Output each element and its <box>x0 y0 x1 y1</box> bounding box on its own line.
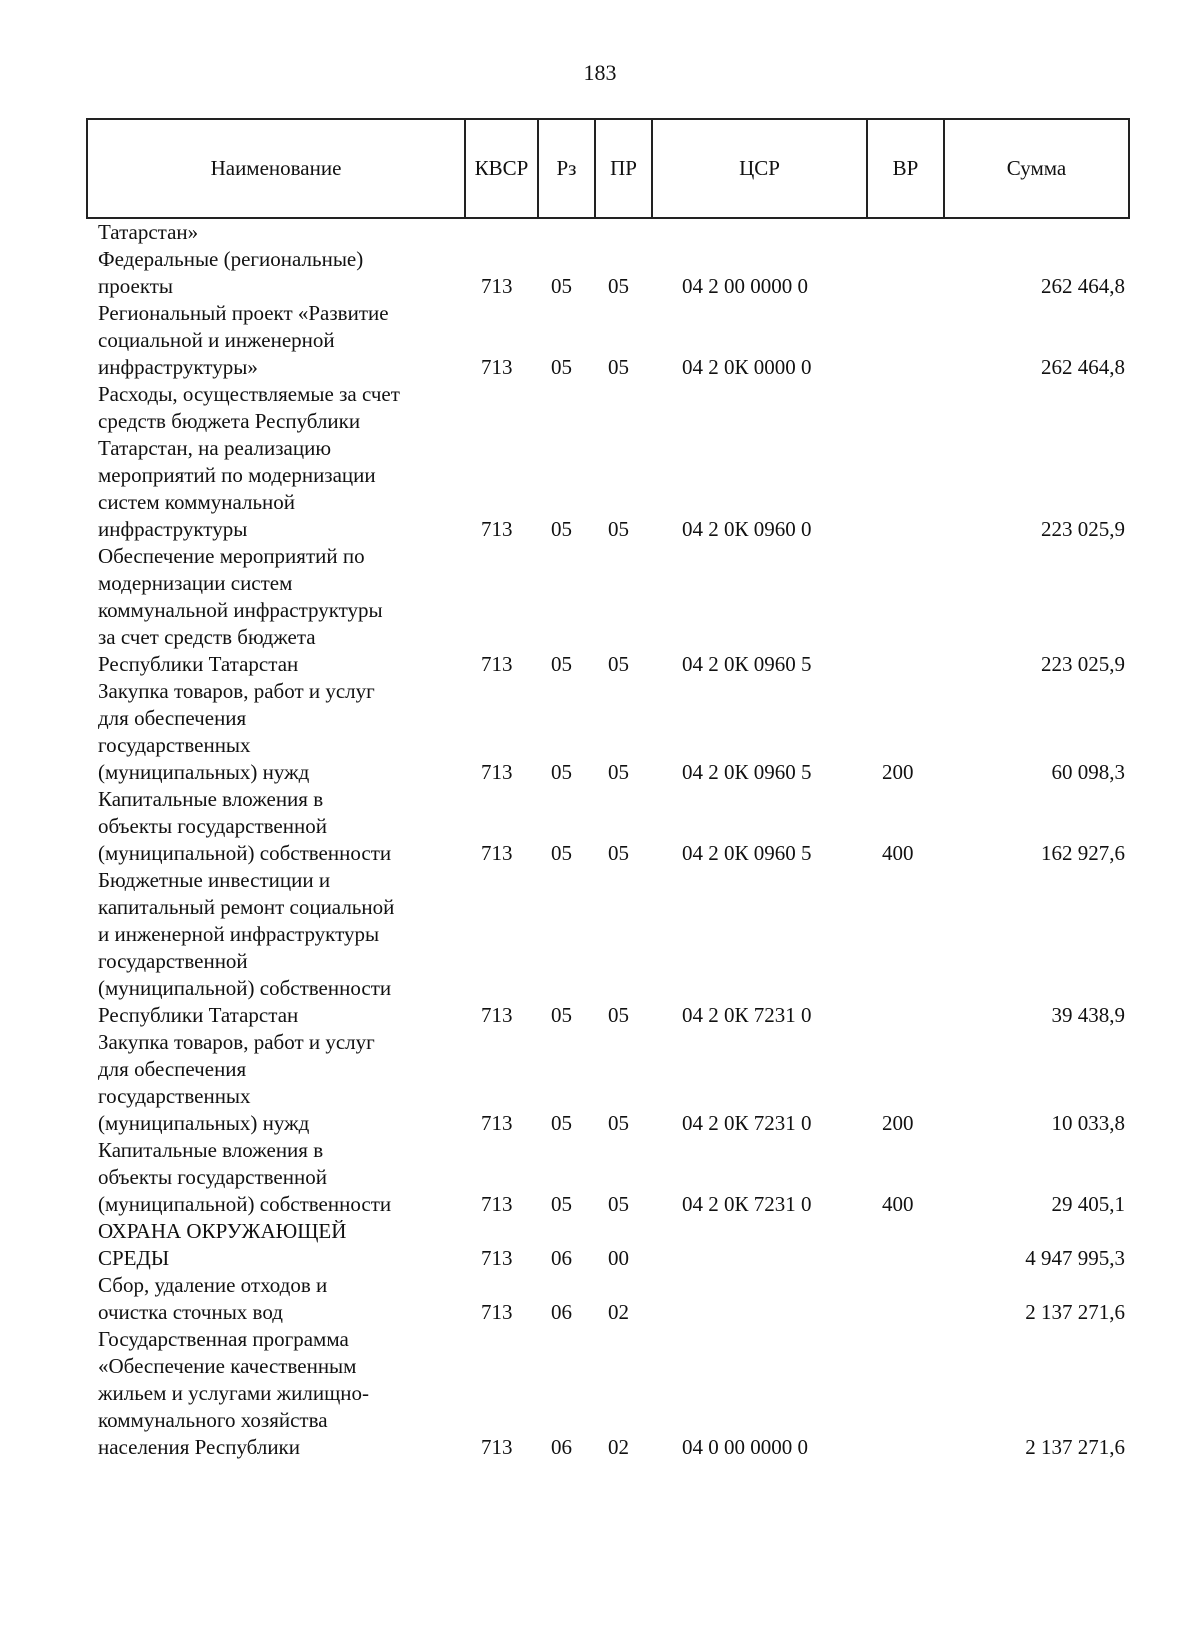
row-rz: 05 <box>551 841 572 865</box>
row-name: Федеральные (региональные) проекты <box>98 247 364 298</box>
row-vr: 400 <box>882 1192 914 1216</box>
row-sum: 262 464,8 <box>1041 355 1125 379</box>
row-rz: 05 <box>551 274 572 298</box>
row-sum: 4 947 995,3 <box>1025 1246 1125 1270</box>
header-kvsr: КВСР <box>466 120 539 217</box>
row-rz: 05 <box>551 355 572 379</box>
row-rz: 05 <box>551 1192 572 1216</box>
row-vr: 400 <box>882 841 914 865</box>
row-kvsr: 713 <box>481 1246 513 1270</box>
row-rz: 06 <box>551 1300 572 1324</box>
row-sum: 223 025,9 <box>1041 517 1125 541</box>
row-name: Государственная программа «Обеспечение качественным жильем и услугами жилищно- коммунального хозяйства населения Республики <box>98 1327 370 1459</box>
row-name: ОХРАНА ОКРУЖАЮЩЕЙ СРЕДЫ <box>98 1219 347 1270</box>
row-rz: 06 <box>551 1435 572 1459</box>
row-csr: 04 2 00 0000 0 <box>682 274 808 298</box>
row-pr: 02 <box>608 1435 629 1459</box>
row-csr: 04 2 0К 0960 5 <box>682 760 812 784</box>
row-pr: 05 <box>608 841 629 865</box>
header-rz: Рз <box>539 120 596 217</box>
row-name: Закупка товаров, работ и услуг для обеспечения государственных (муниципальных) нужд <box>98 1030 375 1135</box>
row-rz: 06 <box>551 1246 572 1270</box>
row-csr: 04 0 00 0000 0 <box>682 1435 808 1459</box>
row-kvsr: 713 <box>481 355 513 379</box>
row-pr: 02 <box>608 1300 629 1324</box>
row-name: Сбор, удаление отходов и очистка сточных вод <box>98 1273 328 1324</box>
row-sum: 10 033,8 <box>1051 1111 1125 1135</box>
table-row <box>0 246 1200 300</box>
row-pr: 05 <box>608 1111 629 1135</box>
row-pr: 05 <box>608 355 629 379</box>
row-vr: 200 <box>882 1111 914 1135</box>
page-number: 183 <box>583 60 617 85</box>
table-row <box>0 678 1200 786</box>
row-kvsr: 713 <box>481 1300 513 1324</box>
row-name: Татарстан» <box>98 220 199 244</box>
row-rz: 05 <box>551 1003 572 1027</box>
row-csr: 04 2 0К 0960 5 <box>682 652 812 676</box>
row-sum: 2 137 271,6 <box>1025 1300 1125 1324</box>
row-sum: 162 927,6 <box>1041 841 1125 865</box>
row-kvsr: 713 <box>481 652 513 676</box>
row-name: Капитальные вложения в объекты государственной (муниципальной) собственности <box>98 1138 392 1216</box>
row-pr: 05 <box>608 1003 629 1027</box>
table-row <box>0 219 1200 246</box>
table-row <box>0 1326 1200 1461</box>
row-pr: 05 <box>608 760 629 784</box>
row-pr: 00 <box>608 1246 629 1270</box>
row-pr: 05 <box>608 274 629 298</box>
row-rz: 05 <box>551 760 572 784</box>
table-body <box>0 219 1200 1461</box>
row-rz: 05 <box>551 652 572 676</box>
table-row <box>0 381 1200 543</box>
table-row <box>0 786 1200 867</box>
row-name: Бюджетные инвестиции и капитальный ремонт социальной и инженерной инфраструктуры государственной (муниципальной) собственности Республики Татарстан <box>98 868 395 1027</box>
row-sum: 2 137 271,6 <box>1025 1435 1125 1459</box>
row-name: Закупка товаров, работ и услуг для обеспечения государственных (муниципальных) нужд <box>98 679 375 784</box>
row-kvsr: 713 <box>481 841 513 865</box>
row-csr: 04 2 0К 0000 0 <box>682 355 812 379</box>
row-name: Расходы, осуществляемые за счет средств бюджета Республики Татарстан, на реализацию мероприятий по модернизации систем коммунальной инфраструктуры <box>98 382 400 541</box>
row-rz: 05 <box>551 1111 572 1135</box>
table-row <box>0 1218 1200 1272</box>
header-vr: ВР <box>868 120 945 217</box>
row-rz: 05 <box>551 517 572 541</box>
header-csr: ЦСР <box>653 120 868 217</box>
header-pr: ПР <box>596 120 653 217</box>
row-kvsr: 713 <box>481 274 513 298</box>
row-kvsr: 713 <box>481 1435 513 1459</box>
table-row <box>0 1272 1200 1326</box>
row-kvsr: 713 <box>481 1003 513 1027</box>
row-kvsr: 713 <box>481 1192 513 1216</box>
row-sum: 60 098,3 <box>1051 760 1125 784</box>
header-sum: Сумма <box>1006 156 1067 180</box>
row-pr: 05 <box>608 1192 629 1216</box>
row-csr: 04 2 0К 7231 0 <box>682 1192 812 1216</box>
row-pr: 05 <box>608 652 629 676</box>
row-name: Капитальные вложения в объекты государственной (муниципальной) собственности <box>98 787 392 865</box>
row-csr: 04 2 0К 0960 0 <box>682 517 812 541</box>
table-row <box>0 867 1200 1029</box>
row-sum: 223 025,9 <box>1041 652 1125 676</box>
row-sum: 39 438,9 <box>1051 1003 1125 1027</box>
row-pr: 05 <box>608 517 629 541</box>
table-row <box>0 1029 1200 1137</box>
row-csr: 04 2 0К 7231 0 <box>682 1111 812 1135</box>
header-name: Наименование <box>88 120 466 217</box>
row-csr: 04 2 0К 0960 5 <box>682 841 812 865</box>
row-name: Региональный проект «Развитие социальной и инженерной инфраструктуры» <box>98 301 389 379</box>
row-kvsr: 713 <box>481 517 513 541</box>
row-vr: 200 <box>882 760 914 784</box>
table-header <box>86 118 1130 219</box>
row-sum: 29 405,1 <box>1051 1192 1125 1216</box>
row-kvsr: 713 <box>481 760 513 784</box>
table-row <box>0 300 1200 381</box>
table-row <box>0 1137 1200 1218</box>
row-name: Обеспечение мероприятий по модернизации систем коммунальной инфраструктуры за счет средств бюджета Республики Татарстан <box>98 544 383 676</box>
row-csr: 04 2 0К 7231 0 <box>682 1003 812 1027</box>
table-row <box>0 543 1200 678</box>
row-kvsr: 713 <box>481 1111 513 1135</box>
row-sum: 262 464,8 <box>1041 274 1125 298</box>
